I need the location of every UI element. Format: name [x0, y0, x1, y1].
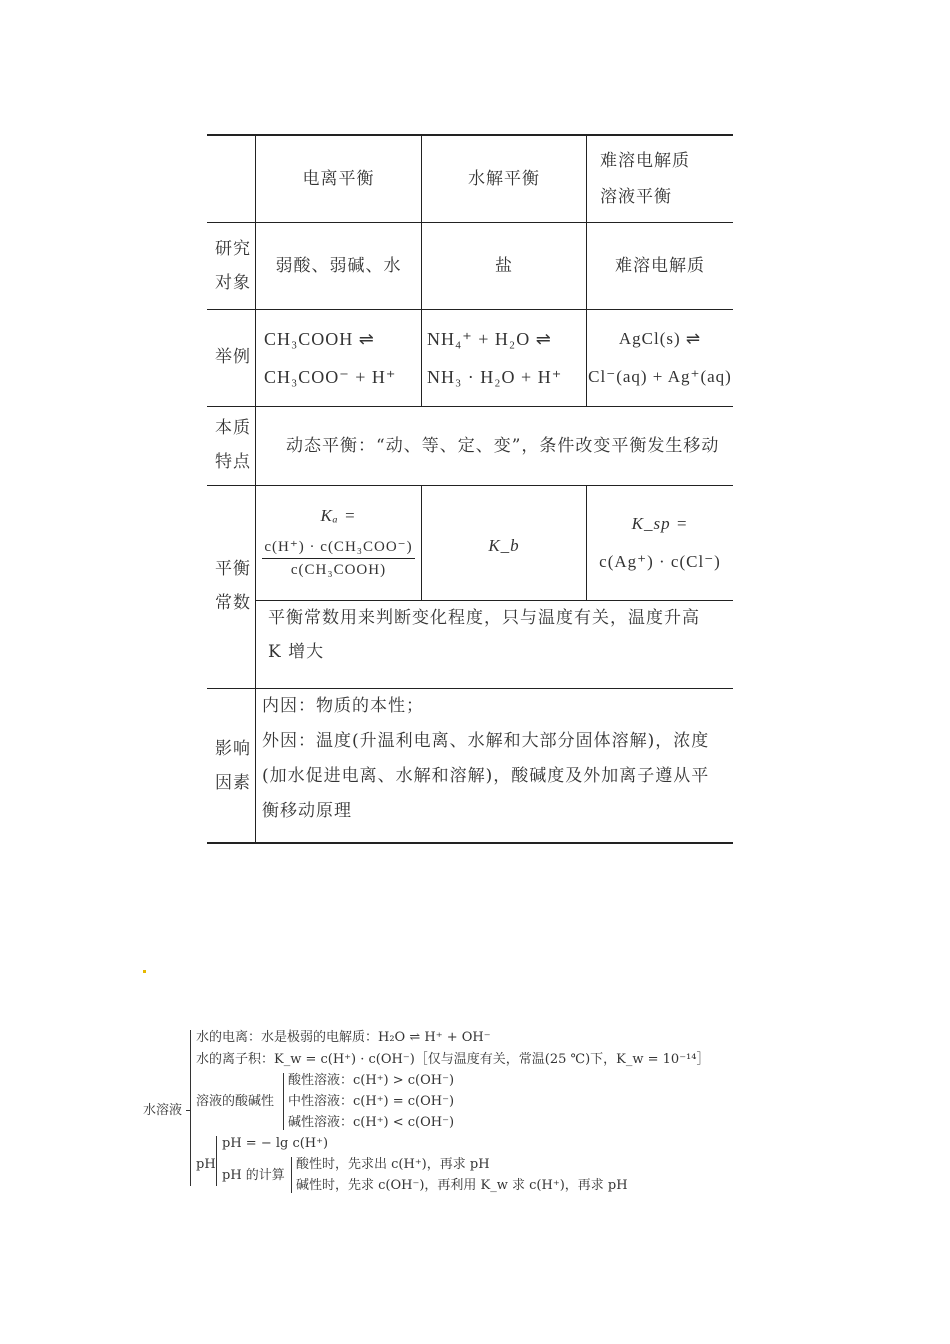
row-label-essence: 本质 特点: [215, 418, 251, 472]
outline-ph-acid: 酸性时，先求出 c(H⁺)，再求 pH: [296, 1157, 490, 1172]
ph-brace: [216, 1136, 217, 1186]
cell-research-solubility: 难溶电解质: [615, 255, 705, 276]
outline-root: 水溶液: [143, 1103, 183, 1118]
cell-example-solubility: AgCl(s) ⇌ Cl⁻(aq) + Ag⁺(aq): [588, 329, 732, 386]
acidity-brace: [283, 1073, 284, 1130]
cell-research-hydrolysis: 盐: [495, 255, 513, 276]
cell-example-hydrolysis: NH₄⁺ + H₂O ⇌ NH₃ · H₂O + H⁺: [427, 329, 563, 387]
root-brace-tick: [186, 1110, 191, 1111]
cell-example-ionization: CH₃COOH ⇌ CH₃COO⁻ + H⁺: [264, 329, 397, 387]
outline-acidic: 酸性溶液：c(H⁺) > c(OH⁻): [288, 1073, 455, 1088]
outline-ph-base: 碱性时，先求 c(OH⁻)，再利用 K_w 求 c(H⁺)，再求 pH: [296, 1178, 628, 1193]
outline-acidity-label: 溶液的酸碱性: [196, 1094, 275, 1109]
header-ionization: 电离平衡: [302, 168, 375, 189]
header-hydrolysis: 水解平衡: [468, 168, 540, 189]
marker-dot: [143, 970, 146, 973]
outline-basic: 碱性溶液：c(H⁺) < c(OH⁻): [288, 1115, 455, 1130]
cell-factors-text: 内因：物质的本性； 外因：温度(升温利电离、水解和大部分固体溶解)，浓度 (加水促进电离、水解和溶解)，酸碱度及外加离子遵从平 衡移动原理: [262, 696, 710, 821]
header-solubility: 难溶电解质 溶液平衡: [600, 151, 690, 207]
root-brace: [190, 1030, 191, 1186]
row-label-factors: 影响 因素: [215, 739, 251, 793]
outline-ionization: 水的电离：水是极弱的电解质：H₂O ⇌ H⁺ + OH⁻: [196, 1030, 491, 1045]
row-label-constant: 平衡 常数: [215, 559, 251, 613]
row-label-research: 研究 对象: [215, 239, 251, 293]
row-label-example: 举例: [215, 347, 251, 367]
outline-ion-product: 水的离子积：K_w = c(H⁺) · c(OH⁻)［仅与温度有关，常温(25 ℃)下，K_w = 10⁻¹⁴］: [196, 1052, 710, 1067]
ka-fraction: $\frac{\text{c(H⁺) · c(CH₃COO⁻)}}{\text{c(CH₃COOH)}}$: [262, 536, 414, 582]
cell-constant-ka: Kₐ = $\frac{\text{c(H⁺) · c(CH₃COO⁻)}}{\text{c(CH₃COOH)}}$: [256, 486, 421, 600]
cell-essence-text: 动态平衡：“动、等、定、变”，条件改变平衡发生移动: [286, 435, 720, 456]
outline-ph-calc-label: pH 的计算: [222, 1168, 285, 1183]
ph-calc-brace: [291, 1157, 292, 1193]
outline-neutral: 中性溶液：c(H⁺) = c(OH⁻): [288, 1094, 455, 1109]
cell-constant-kb: K_b: [488, 536, 520, 555]
cell-constant-note: 平衡常数用来判断变化程度，只与温度有关，温度升高 K 增大: [268, 608, 700, 662]
outline-ph-label: pH: [196, 1157, 216, 1172]
table-bottom-rule: [207, 842, 733, 844]
outline-ph-def: pH = − lg c(H⁺): [222, 1136, 329, 1151]
cell-research-ionization: 弱酸、弱碱、水: [275, 255, 402, 276]
cell-constant-ksp: K_sp = c(Ag⁺) · c(Cl⁻): [599, 514, 721, 571]
